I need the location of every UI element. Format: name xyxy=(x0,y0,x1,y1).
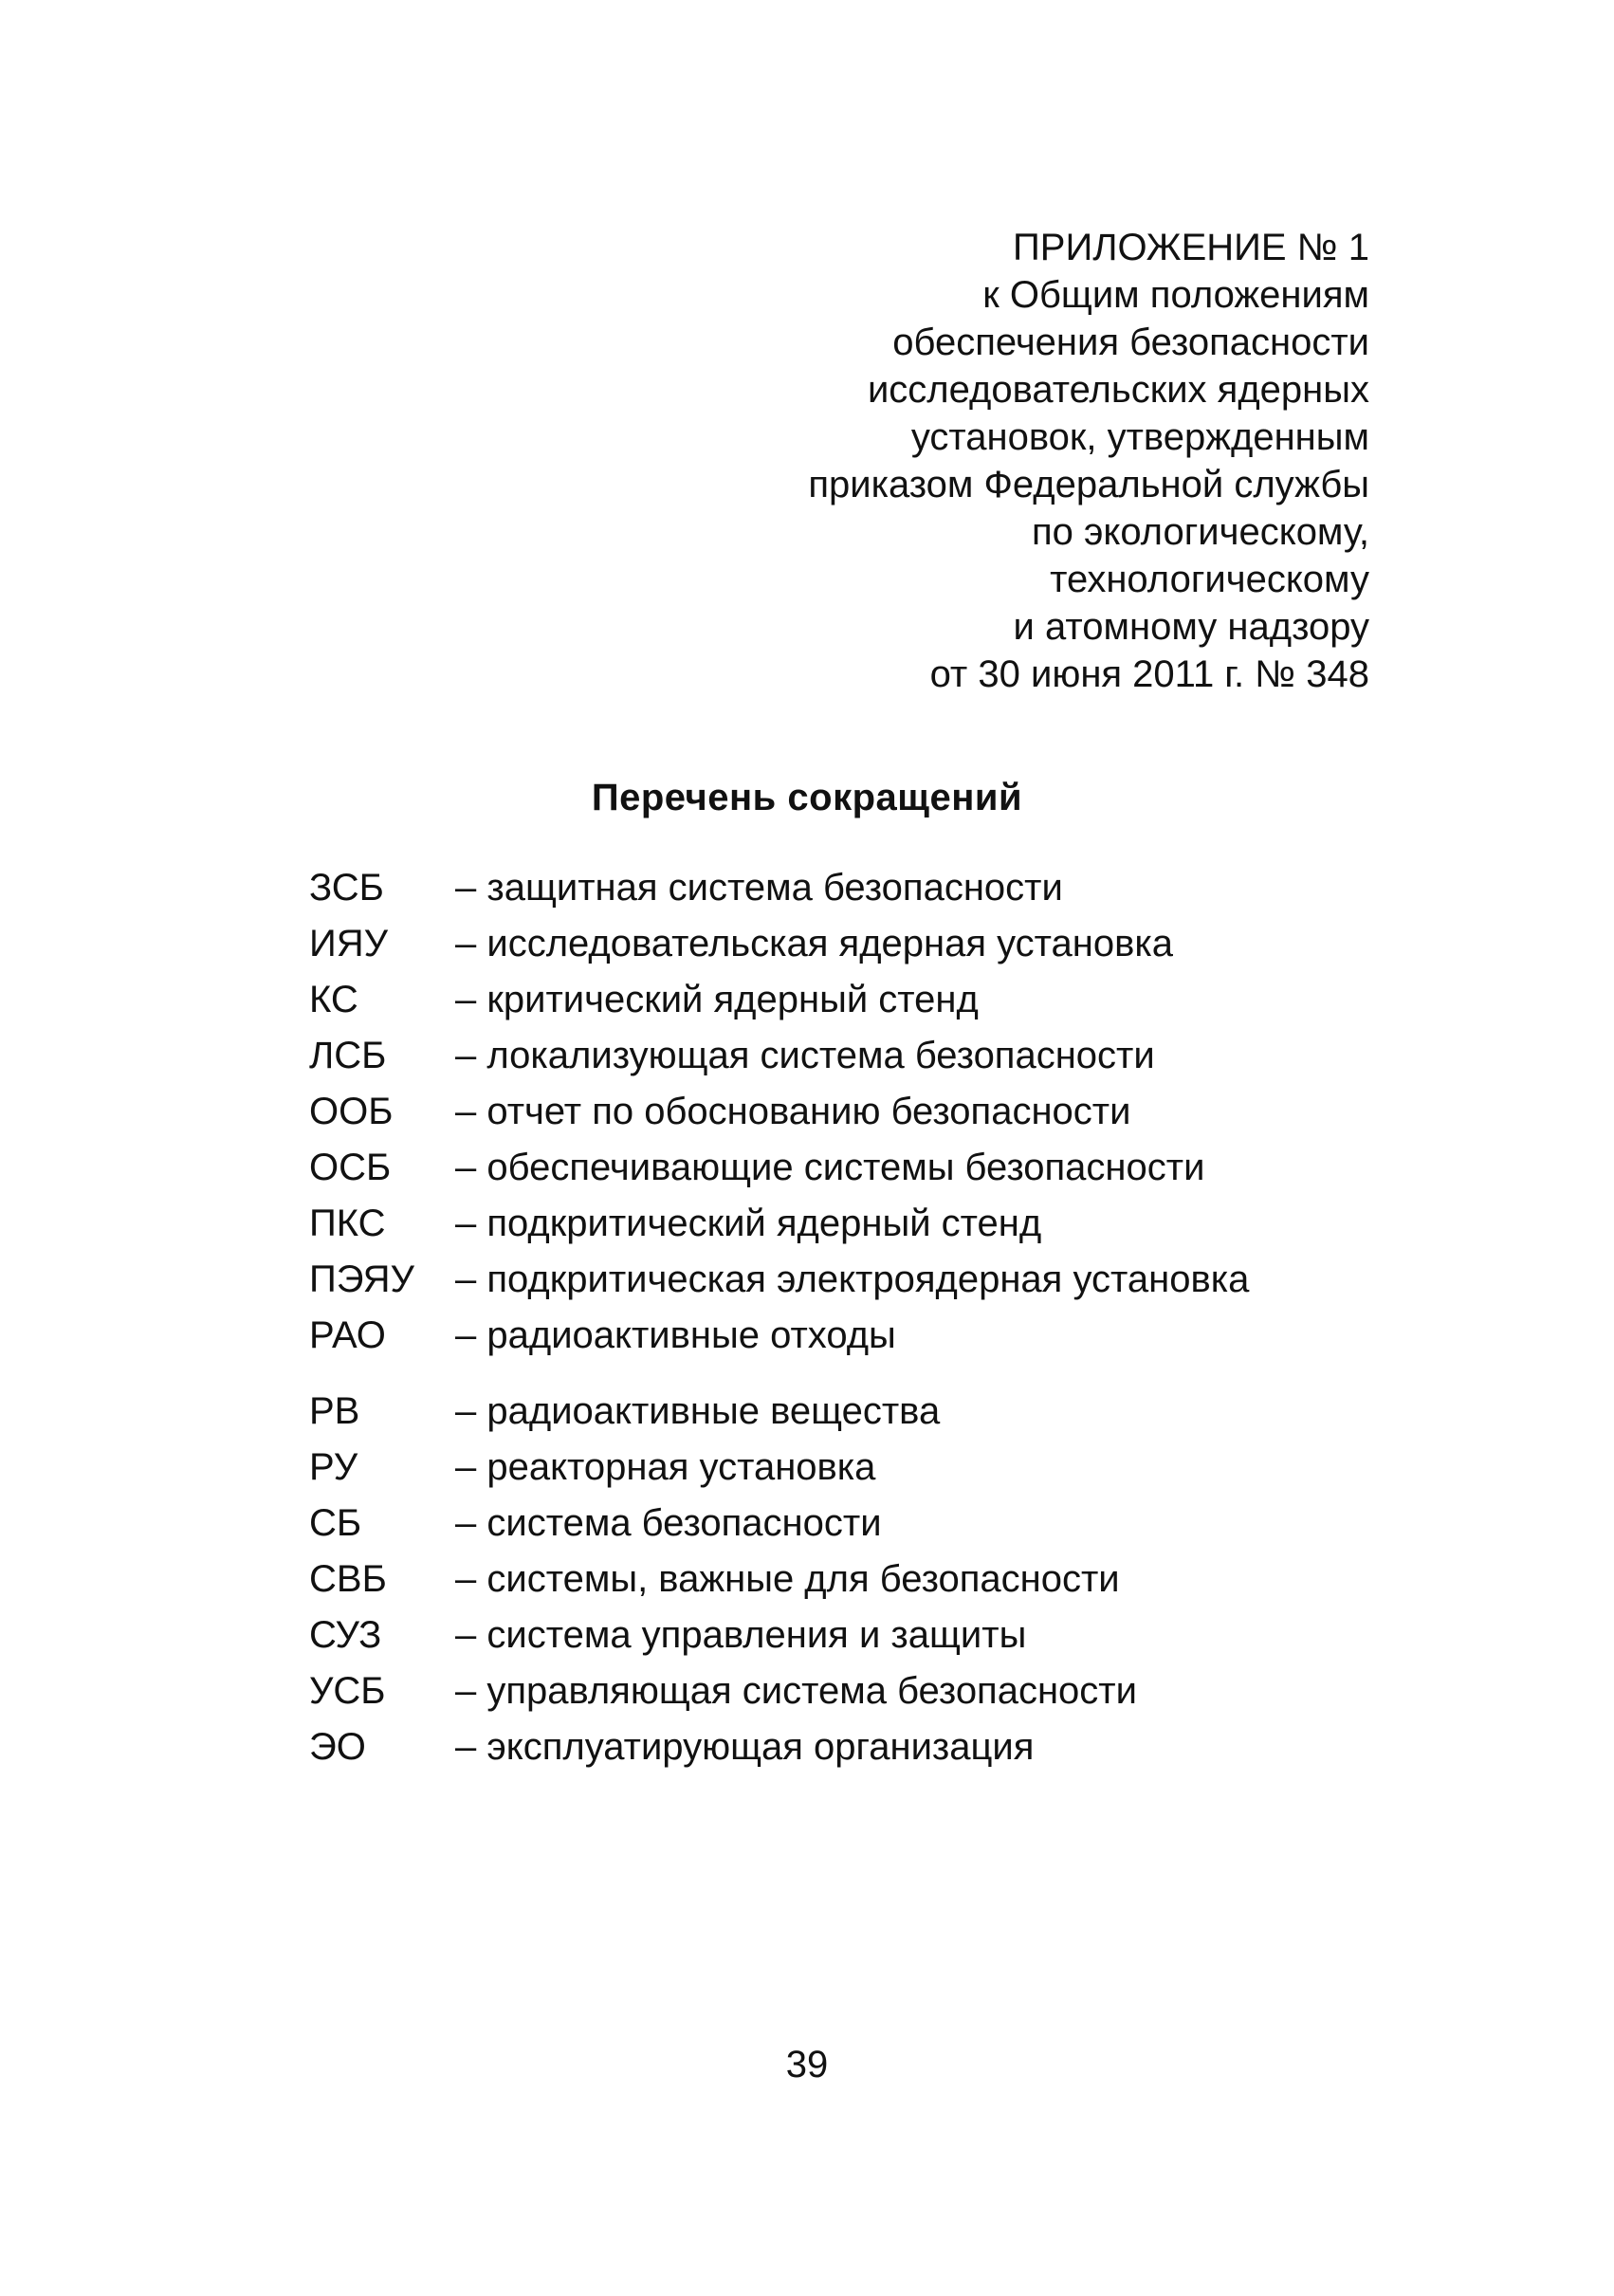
appendix-line: технологическому xyxy=(1050,559,1369,600)
abbreviation-term: РВ xyxy=(309,1390,360,1432)
abbreviation-term: СУЗ xyxy=(309,1614,382,1656)
abbreviation-term: ЗСБ xyxy=(309,867,384,909)
abbreviation-definition: – реакторная установка xyxy=(455,1446,876,1488)
abbreviation-row xyxy=(309,1719,1400,1775)
abbreviation-term: КС xyxy=(309,979,358,1020)
abbreviation-row xyxy=(309,1663,1400,1719)
abbreviation-row xyxy=(309,1308,1400,1364)
abbreviation-row xyxy=(309,1140,1400,1196)
abbreviation-term: ИЯУ xyxy=(309,923,389,964)
abbreviation-row xyxy=(309,1496,1400,1552)
appendix-line: ПРИЛОЖЕНИЕ № 1 xyxy=(1013,227,1369,268)
appendix-line: приказом Федеральной службы xyxy=(808,464,1369,505)
abbreviation-definition: – радиоактивные вещества xyxy=(455,1390,941,1432)
abbreviation-term: РУ xyxy=(309,1446,358,1488)
abbreviation-definition: – защитная система безопасности xyxy=(455,867,1063,909)
abbreviation-row xyxy=(309,1028,1400,1084)
abbreviation-definition: – обеспечивающие системы безопасности xyxy=(455,1147,1205,1188)
page-number: 39 xyxy=(785,2044,829,2085)
abbreviation-row xyxy=(309,1440,1400,1496)
abbreviation-row xyxy=(309,1084,1400,1140)
appendix-line: к Общим положениям xyxy=(982,274,1369,316)
appendix-header xyxy=(687,224,1369,698)
abbreviation-term: ПЭЯУ xyxy=(309,1258,414,1300)
appendix-line: по экологическому, xyxy=(1031,511,1369,553)
abbreviation-term: ЛСБ xyxy=(309,1035,387,1076)
abbreviation-definition: – управляющая система безопасности xyxy=(455,1670,1137,1712)
abbreviation-definition: – подкритический ядерный стенд xyxy=(455,1203,1042,1244)
appendix-line: и атомному надзору xyxy=(1013,606,1369,648)
abbreviation-row xyxy=(309,1607,1400,1663)
abbreviation-row xyxy=(309,972,1400,1028)
abbreviation-definition: – отчет по обоснованию безопасности xyxy=(455,1091,1131,1132)
abbreviation-definition: – системы, важные для безопасности xyxy=(455,1558,1120,1600)
abbreviation-definition: – радиоактивные отходы xyxy=(455,1314,896,1356)
appendix-line: обеспечения безопасности xyxy=(892,321,1369,363)
abbreviation-row xyxy=(309,860,1400,916)
abbreviation-term: СВБ xyxy=(309,1558,387,1600)
abbreviation-row xyxy=(309,1196,1400,1252)
abbreviation-definition: – подкритическая электроядерная установка xyxy=(455,1258,1250,1300)
abbreviation-list xyxy=(309,860,1400,1775)
abbreviation-row xyxy=(309,1252,1400,1308)
abbreviation-term: РАО xyxy=(309,1314,386,1356)
abbreviation-term: ЭО xyxy=(309,1726,366,1768)
abbreviation-row xyxy=(309,1552,1400,1607)
abbreviation-definition: – эксплуатирующая организация xyxy=(455,1726,1035,1768)
abbreviation-definition: – система управления и защиты xyxy=(455,1614,1027,1656)
appendix-line: установок, утвержденным xyxy=(910,416,1369,458)
appendix-line: от 30 июня 2011 г. № 348 xyxy=(929,653,1369,695)
abbreviation-row xyxy=(309,1384,1400,1440)
abbreviation-term: ПКС xyxy=(309,1203,386,1244)
abbreviation-term: СБ xyxy=(309,1502,362,1544)
abbreviation-definition: – критический ядерный стенд xyxy=(455,979,979,1020)
abbreviation-term: ОСБ xyxy=(309,1147,392,1188)
abbreviation-definition: – система безопасности xyxy=(455,1502,882,1544)
abbreviation-definition: – локализующая система безопасности xyxy=(455,1035,1155,1076)
abbreviation-term: ООБ xyxy=(309,1091,394,1132)
abbreviation-definition: – исследовательская ядерная установка xyxy=(455,923,1174,964)
list-title: Перечень сокращений xyxy=(591,777,1023,818)
appendix-line: исследовательских ядерных xyxy=(867,369,1369,411)
abbreviation-term: УСБ xyxy=(309,1670,386,1712)
abbreviation-row xyxy=(309,916,1400,972)
